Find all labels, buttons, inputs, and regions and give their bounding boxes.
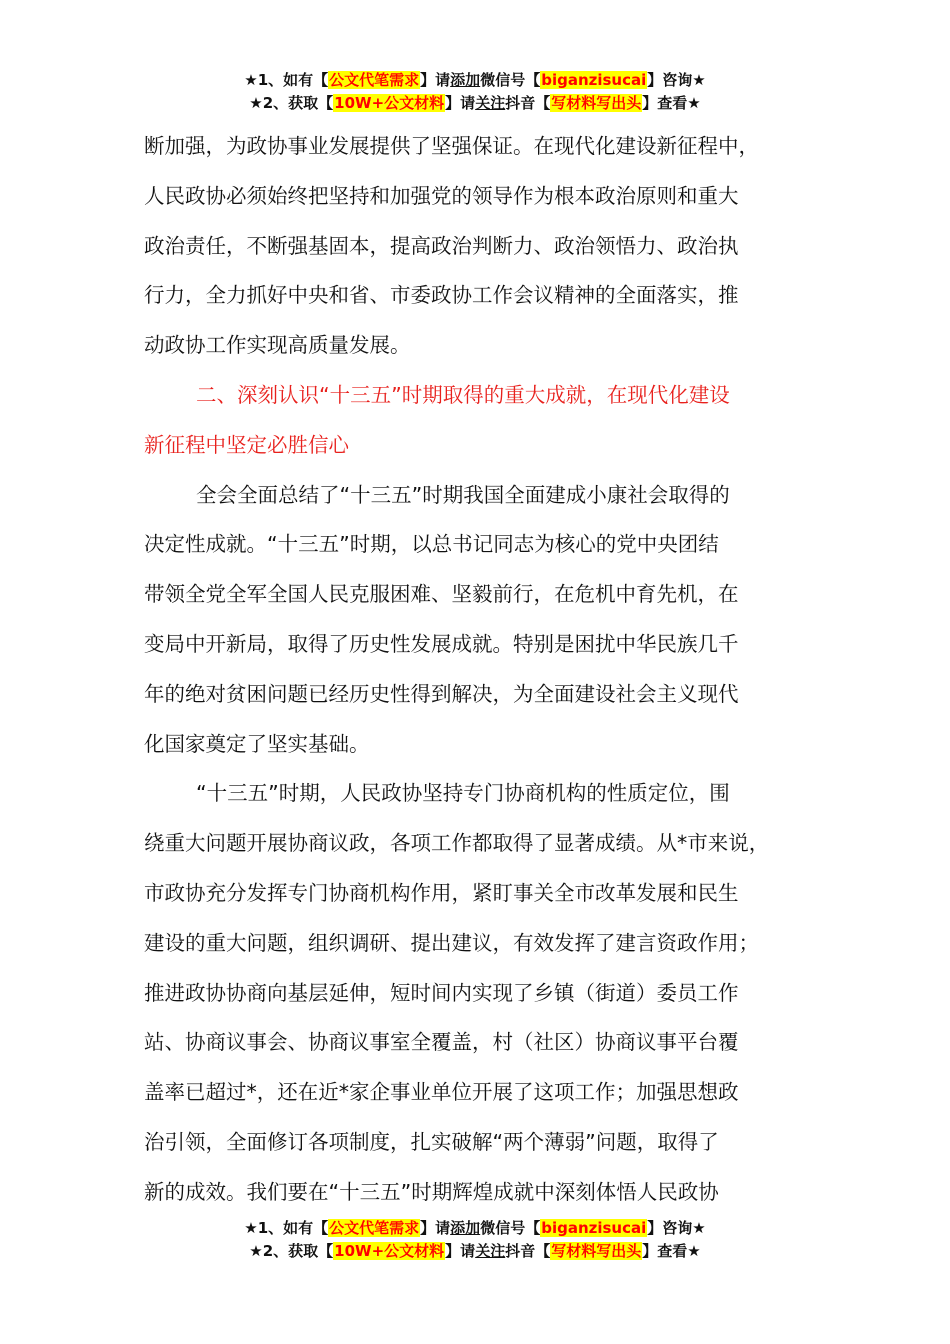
star-icon: ★ <box>249 1242 263 1260</box>
highlight-douyin: 写材料写出头 <box>551 1242 642 1260</box>
body-line: 治引领，全面修订各项制度，扎实破解“两个薄弱”问题，取得了 <box>144 1129 719 1154</box>
body-line: 决定性成就。“十三五”时期，以总书记同志为核心的党中央团结 <box>144 532 719 557</box>
body-line: 政治责任，不断强基固本，提高政治判断力、政治领悟力、政治执 <box>144 233 739 258</box>
highlight-service: 公文代笔需求 <box>329 71 420 89</box>
star-icon: ★ <box>249 94 263 112</box>
banner-text: 2、获取【 <box>262 1242 334 1260</box>
banner-text: 微信号【 <box>480 71 541 89</box>
top-banner <box>0 69 950 115</box>
highlight-douyin: 写材料写出头 <box>551 94 642 112</box>
banner-underlined: 关注 <box>475 1242 506 1260</box>
star-icon: ★ <box>692 71 706 89</box>
highlight-service: 公文代笔需求 <box>329 1219 420 1237</box>
body-line: 市政协充分发挥专门协商机构作用，紧盯事关全市改革发展和民生 <box>144 880 739 905</box>
banner-text: 抖音【 <box>505 1242 551 1260</box>
star-icon: ★ <box>687 94 701 112</box>
body-line: 化国家奠定了坚实基础。 <box>144 731 370 756</box>
body-line: 推进政协协商向基层延伸，短时间内实现了乡镇（街道）委员工作 <box>144 980 739 1005</box>
section-heading: 二、深刻认识“十三五”时期取得的重大成就，在现代化建设 <box>196 382 730 407</box>
body-line: 建设的重大问题，组织调研、提出建议，有效发挥了建言资政作用； <box>144 930 759 955</box>
banner-text: 】请 <box>420 71 451 89</box>
body-line: 断加强，为政协事业发展提供了坚强保证。在现代化建设新征程中， <box>144 134 759 158</box>
highlight-wechat-id: biganzisucai <box>541 71 647 89</box>
banner-text: 】请 <box>445 1242 476 1260</box>
banner-text: 】咨询 <box>647 71 693 89</box>
highlight-wechat-id: biganzisucai <box>541 1219 647 1237</box>
body-line: 年的绝对贫困问题已经历史性得到解决，为全面建设社会主义现代 <box>144 681 739 706</box>
highlight-materials: 10W+公文材料 <box>334 94 445 112</box>
bottom-banner <box>0 1217 950 1263</box>
body-line: 站、协商议事会、协商议事室全覆盖，村（社区）协商议事平台覆 <box>144 1030 739 1055</box>
banner-line-2 <box>0 1240 950 1263</box>
body-line: 带领全党全军全国人民克服困难、坚毅前行，在危机中育先机，在 <box>144 582 739 607</box>
body-line: 盖率已超过*，还在近*家企事业单位开展了这项工作；加强思想政 <box>144 1080 739 1105</box>
banner-text: 】咨询 <box>647 1219 693 1237</box>
banner-text: 】查看 <box>642 94 688 112</box>
banner-text: 1、如有【 <box>257 71 329 89</box>
body-line: 动政协工作实现高质量发展。 <box>144 333 411 358</box>
banner-text: 】请 <box>420 1219 451 1237</box>
banner-line-2 <box>0 92 950 115</box>
body-line: 绕重大问题开展协商议政，各项工作都取得了显著成绩。从*市来说， <box>144 831 770 856</box>
banner-text: 1、如有【 <box>257 1219 329 1237</box>
body-line: 人民政协必须始终把坚持和加强党的领导作为根本政治原则和重大 <box>144 183 739 208</box>
banner-underlined: 关注 <box>475 94 506 112</box>
body-line: 新的成效。我们要在“十三五”时期辉煌成就中深刻体悟人民政协 <box>144 1179 719 1204</box>
banner-text: 】查看 <box>642 1242 688 1260</box>
body-line: 变局中开新局，取得了历史性发展成就。特别是困扰中华民族几千 <box>144 631 739 656</box>
star-icon: ★ <box>244 71 258 89</box>
banner-text: 微信号【 <box>480 1219 541 1237</box>
banner-underlined: 添加 <box>450 71 481 89</box>
star-icon: ★ <box>687 1242 701 1260</box>
banner-underlined: 添加 <box>450 1219 481 1237</box>
body-line: 行力，全力抓好中央和省、市委政协工作会议精神的全面落实，推 <box>144 283 739 308</box>
star-icon: ★ <box>244 1219 258 1237</box>
section-heading-continued: 新征程中坚定必胜信心 <box>144 432 349 457</box>
body-line: 全会全面总结了“十三五”时期我国全面建成小康社会取得的 <box>196 482 730 507</box>
banner-text: 】请 <box>445 94 476 112</box>
highlight-materials: 10W+公文材料 <box>334 1242 445 1260</box>
banner-line-1 <box>0 69 950 92</box>
banner-text: 抖音【 <box>505 94 551 112</box>
document-body <box>144 122 834 1218</box>
body-line: “十三五”时期，人民政协坚持专门协商机构的性质定位，围 <box>196 781 730 806</box>
star-icon: ★ <box>692 1219 706 1237</box>
banner-line-1 <box>0 1217 950 1240</box>
banner-text: 2、获取【 <box>262 94 334 112</box>
